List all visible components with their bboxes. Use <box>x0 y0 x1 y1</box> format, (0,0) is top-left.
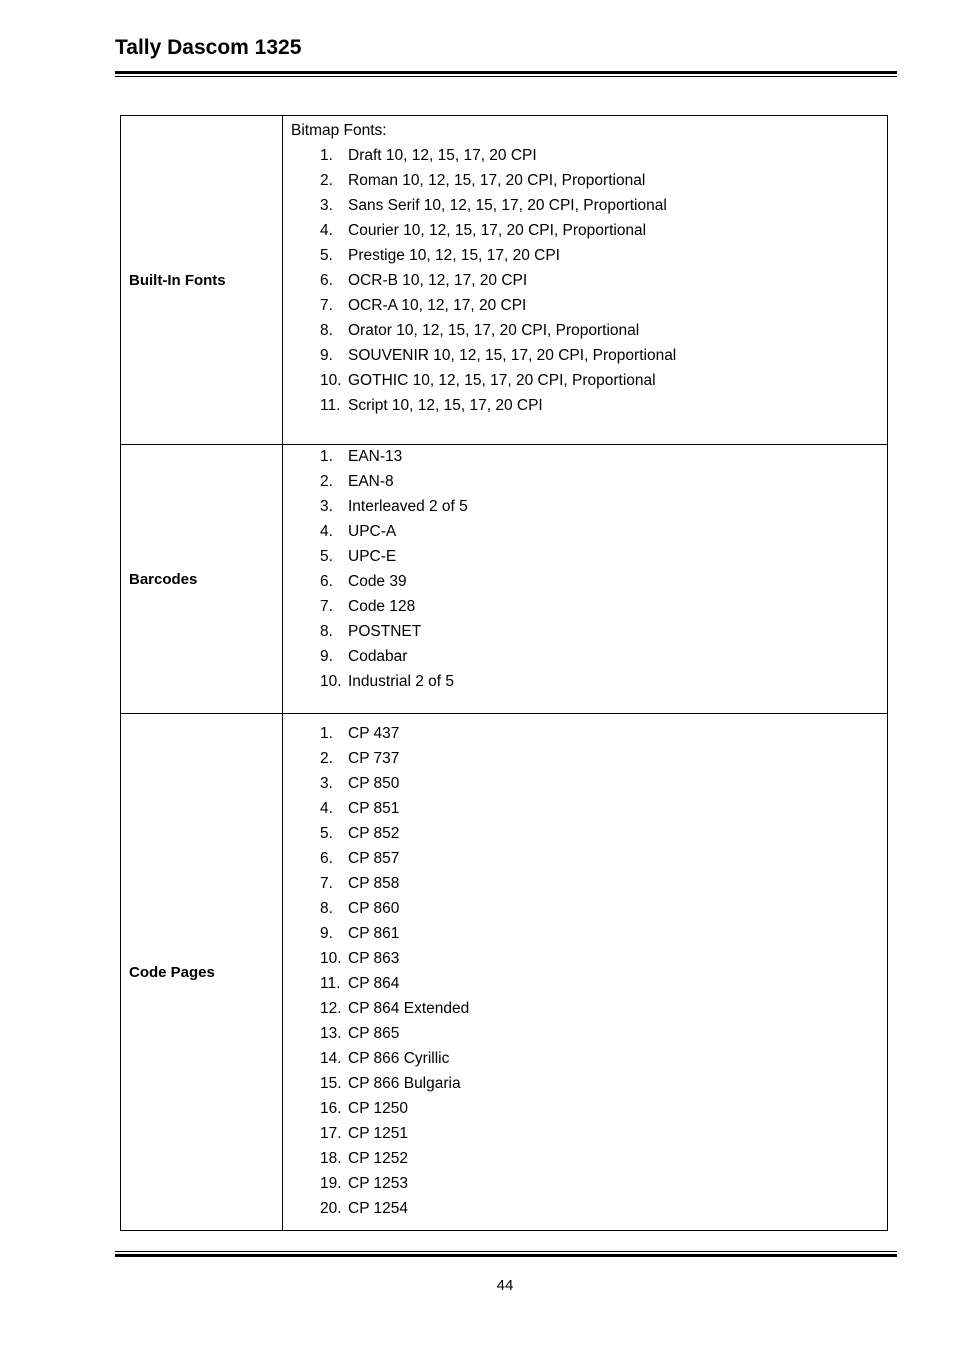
list-item-number: 9. <box>320 347 333 364</box>
list-item <box>283 619 887 644</box>
list-item <box>283 343 887 368</box>
list-item <box>283 268 887 293</box>
list-item <box>283 796 887 821</box>
list-item-number: 1. <box>320 725 333 742</box>
list-item <box>283 921 887 946</box>
list-item-text: Script 10, 12, 15, 17, 20 CPI <box>348 397 543 414</box>
list-item-number: 12. <box>320 1000 342 1017</box>
list-item <box>283 1096 887 1121</box>
list-item-text: EAN-13 <box>348 448 403 465</box>
fonts-list <box>283 143 887 418</box>
list-item-text: OCR-A 10, 12, 17, 20 CPI <box>348 297 527 314</box>
list-item-number: 7. <box>320 598 333 615</box>
list-item-text: Orator 10, 12, 15, 17, 20 CPI, Proportional <box>348 322 640 339</box>
list-item-text: OCR-B 10, 12, 17, 20 CPI <box>348 272 528 289</box>
list-item-number: 2. <box>320 750 333 767</box>
footer-rule-thin <box>115 1251 897 1252</box>
list-item-number: 15. <box>320 1075 342 1092</box>
list-item-number: 5. <box>320 247 333 264</box>
list-item-text: UPC-E <box>348 548 397 565</box>
list-item-number: 8. <box>320 322 333 339</box>
list-item-number: 9. <box>320 925 333 942</box>
list-item-number: 6. <box>320 272 333 289</box>
list-item <box>283 771 887 796</box>
list-item <box>283 644 887 669</box>
list-item-number: 14. <box>320 1050 342 1067</box>
list-item <box>283 1021 887 1046</box>
list-item <box>283 821 887 846</box>
list-item <box>283 1121 887 1146</box>
list-item-text: CP 1253 <box>348 1175 409 1192</box>
bitmap-fonts-heading: Bitmap Fonts: <box>291 122 387 139</box>
list-item <box>283 946 887 971</box>
list-item-text: CP 851 <box>348 800 400 817</box>
list-item-number: 4. <box>320 523 333 540</box>
list-item-text: CP 861 <box>348 925 400 942</box>
list-item-number: 2. <box>320 172 333 189</box>
document-title: Tally Dascom 1325 <box>115 36 302 59</box>
list-item <box>283 669 887 694</box>
row-content <box>283 445 888 714</box>
list-item-number: 3. <box>320 197 333 214</box>
list-item-number: 5. <box>320 825 333 842</box>
list-item-number: 8. <box>320 900 333 917</box>
list-item-number: 16. <box>320 1100 342 1117</box>
list-item-text: CP 1252 <box>348 1150 409 1167</box>
list-item <box>283 1071 887 1096</box>
table-row-barcodes <box>121 445 888 714</box>
list-item-number: 11. <box>320 397 341 414</box>
list-item-text: CP 850 <box>348 775 400 792</box>
list-item-number: 8. <box>320 623 333 640</box>
list-item <box>283 1146 887 1171</box>
list-item-number: 7. <box>320 875 333 892</box>
list-item <box>283 318 887 343</box>
specifications-table <box>120 115 888 1231</box>
list-item-text: Interleaved 2 of 5 <box>348 498 468 515</box>
list-item <box>283 218 887 243</box>
list-item-number: 3. <box>320 775 333 792</box>
row-label: Barcodes <box>121 445 283 714</box>
list-item-number: 1. <box>320 448 333 465</box>
list-item <box>283 871 887 896</box>
list-item-text: Codabar <box>348 648 408 665</box>
list-item <box>283 1171 887 1196</box>
list-item <box>283 143 887 168</box>
list-item-number: 4. <box>320 222 333 239</box>
list-item-text: POSTNET <box>348 623 422 640</box>
list-item-number: 10. <box>320 950 342 967</box>
header-rule-thin <box>115 76 897 77</box>
list-item-text: CP 1254 <box>348 1200 409 1217</box>
row-content <box>283 116 888 445</box>
list-item <box>283 494 887 519</box>
barcodes-list <box>283 444 887 694</box>
list-item <box>283 846 887 871</box>
list-item <box>283 996 887 1021</box>
table-row-code-pages <box>121 714 888 1231</box>
code-pages-list <box>283 721 887 1221</box>
list-item-number: 3. <box>320 498 333 515</box>
list-item-text: CP 737 <box>348 750 400 767</box>
list-item-text: CP 852 <box>348 825 400 842</box>
list-item-number: 11. <box>320 975 341 992</box>
list-item <box>283 469 887 494</box>
list-item <box>283 368 887 393</box>
list-item-number: 6. <box>320 573 333 590</box>
list-item <box>283 544 887 569</box>
list-item-text: CP 1251 <box>348 1125 409 1142</box>
list-item-number: 10. <box>320 673 342 690</box>
list-item-number: 4. <box>320 800 333 817</box>
list-item-text: CP 1250 <box>348 1100 409 1117</box>
list-item-number: 19. <box>320 1175 342 1192</box>
list-item-text: Courier 10, 12, 15, 17, 20 CPI, Proportional <box>348 222 647 239</box>
list-item <box>283 444 887 469</box>
list-item-text: Code 39 <box>348 573 407 590</box>
list-item-number: 6. <box>320 850 333 867</box>
list-item-text: CP 858 <box>348 875 400 892</box>
list-item <box>283 971 887 996</box>
list-item-text: CP 865 <box>348 1025 400 1042</box>
list-item <box>283 721 887 746</box>
list-item-number: 1. <box>320 147 333 164</box>
list-item-text: CP 437 <box>348 725 400 742</box>
list-item-number: 9. <box>320 648 333 665</box>
row-label: Built-In Fonts <box>121 116 283 445</box>
list-item-text: EAN-8 <box>348 473 394 490</box>
footer-rule-thick <box>115 1254 897 1257</box>
list-item <box>283 193 887 218</box>
list-item-number: 2. <box>320 473 333 490</box>
list-item-text: Industrial 2 of 5 <box>348 673 454 690</box>
list-item <box>283 393 887 418</box>
list-item-number: 5. <box>320 548 333 565</box>
list-item-text: CP 857 <box>348 850 400 867</box>
list-item <box>283 243 887 268</box>
list-item <box>283 293 887 318</box>
list-item-text: Prestige 10, 12, 15, 17, 20 CPI <box>348 247 560 264</box>
list-item-text: CP 866 Cyrillic <box>348 1050 450 1067</box>
list-item-text: Sans Serif 10, 12, 15, 17, 20 CPI, Proportional <box>348 197 667 214</box>
list-item <box>283 746 887 771</box>
list-item-text: Code 128 <box>348 598 416 615</box>
list-item-number: 10. <box>320 372 342 389</box>
row-content <box>283 714 888 1231</box>
list-item <box>283 896 887 921</box>
list-item-number: 17. <box>320 1125 342 1142</box>
list-item-text: GOTHIC 10, 12, 15, 17, 20 CPI, Proportional <box>348 372 656 389</box>
list-item <box>283 569 887 594</box>
list-item-text: CP 860 <box>348 900 400 917</box>
list-item-text: SOUVENIR 10, 12, 15, 17, 20 CPI, Proportional <box>348 347 677 364</box>
row-label: Code Pages <box>121 714 283 1231</box>
list-item-text: UPC-A <box>348 523 397 540</box>
list-item <box>283 168 887 193</box>
list-item <box>283 519 887 544</box>
list-item <box>283 1046 887 1071</box>
list-item-number: 20. <box>320 1200 342 1217</box>
list-item-number: 18. <box>320 1150 342 1167</box>
list-item-text: CP 866 Bulgaria <box>348 1075 461 1092</box>
list-item-number: 13. <box>320 1025 342 1042</box>
list-item-text: Draft 10, 12, 15, 17, 20 CPI <box>348 147 537 164</box>
page-number: 44 <box>496 1277 514 1294</box>
list-item-number: 7. <box>320 297 333 314</box>
list-item <box>283 594 887 619</box>
header-rule-thick <box>115 71 897 74</box>
list-item-text: CP 864 <box>348 975 400 992</box>
table-row-built-in-fonts <box>121 116 888 445</box>
list-item <box>283 1196 887 1221</box>
list-item-text: CP 863 <box>348 950 400 967</box>
list-item-text: CP 864 Extended <box>348 1000 470 1017</box>
list-item-text: Roman 10, 12, 15, 17, 20 CPI, Proportional <box>348 172 646 189</box>
